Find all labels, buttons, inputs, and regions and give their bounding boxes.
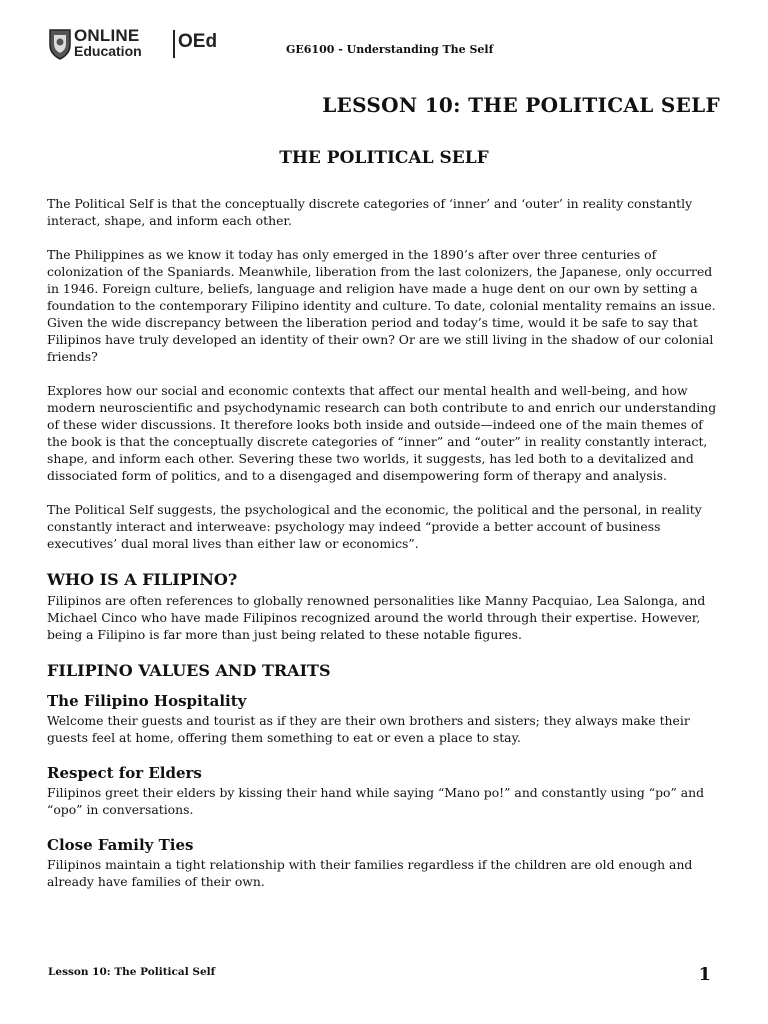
page-number: 1 xyxy=(698,964,711,985)
logo-wordmark-oed: OEd xyxy=(178,31,218,52)
intro-paragraph: Explores how our social and economic contexts that affect our mental health and well-being, and how modern neuroscientific and psychodynamic research can both contribute to and enrich our understanding of these wider discussions. It therefore looks both inside and outside—indeed one of the main themes of the book is that the conceptually discrete categories of “inner” and “outer” in reality constantly interact, shape, and inform each other. Severing these two worlds, it suggests, has led both to a devitalized and dissociated form of politics, and to a disengaged and disempowering form of therapy and analysis. xyxy=(47,383,717,483)
lesson-content xyxy=(47,195,723,907)
value-text: Welcome their guests and tourist as if they are their own brothers and sisters; they always make their guests feel at home, offering them something to eat or even a place to stay. xyxy=(47,713,690,745)
lesson-title: LESSON 10: THE POLITICAL SELF xyxy=(322,93,720,117)
logo-wordmark-education: Education xyxy=(74,43,142,59)
who-is-filipino-heading: WHO IS A FILIPINO? xyxy=(47,570,238,589)
spacer xyxy=(47,683,723,691)
course-code: GE6100 - Understanding The Self xyxy=(286,43,494,56)
logo-divider xyxy=(173,30,175,58)
online-education-logo xyxy=(48,26,218,63)
shield-logo-icon xyxy=(48,27,72,60)
value-text: Filipinos greet their elders by kissing their hand while saying “Mano po!” and constantly using “po” and “opo” in conversations. xyxy=(47,785,705,817)
value-title: Close Family Ties xyxy=(47,836,194,854)
intro-paragraph: The Political Self is that the conceptually discrete categories of ‘inner’ and ‘outer’ in reality constantly interact, shape, and inform each other. xyxy=(47,196,693,228)
who-is-filipino-text: Filipinos are often references to globally renowned personalities like Manny Pacquiao, Lea Salonga, and Michael Cinco who have made Filipinos recognized around the world through their expertise. However, being a Filipino is far more than just being related to these notable figures. xyxy=(47,593,706,642)
value-title: Respect for Elders xyxy=(47,764,202,782)
intro-paragraph: The Philippines as we know it today has only emerged in the 1890’s after over three centuries of colonization of the Spaniards. Meanwhile, liberation from the last colonizers, the Japanese, only occurred in 1946. Foreign culture, beliefs, language and religion have made a huge dent on our own by setting a foundation to the contemporary Filipino identity and culture. To date, colonial mentality remains an issue. Given the wide discrepancy between the liberation period and today’s time, would it be safe to say that Filipinos have truly developed an identity of their own? Or are we still living in the shadow of our colonial friends? xyxy=(47,247,716,364)
intro-paragraph: The Political Self suggests, the psychological and the economic, the political and the personal, in reality constantly interact and interweave: psychology may indeed “provide a better account of business executives’ dual moral lives than either law or economics”. xyxy=(47,502,702,551)
value-title: The Filipino Hospitality xyxy=(47,692,247,710)
value-text: Filipinos maintain a tight relationship with their families regardless if the children are old enough and already have families of their own. xyxy=(47,857,693,889)
section-title: THE POLITICAL SELF xyxy=(279,148,489,168)
footer-lesson-label: Lesson 10: The Political Self xyxy=(48,966,216,978)
values-heading: FILIPINO VALUES AND TRAITS xyxy=(47,661,331,680)
logo-wordmark-online: ONLINE xyxy=(74,26,140,45)
